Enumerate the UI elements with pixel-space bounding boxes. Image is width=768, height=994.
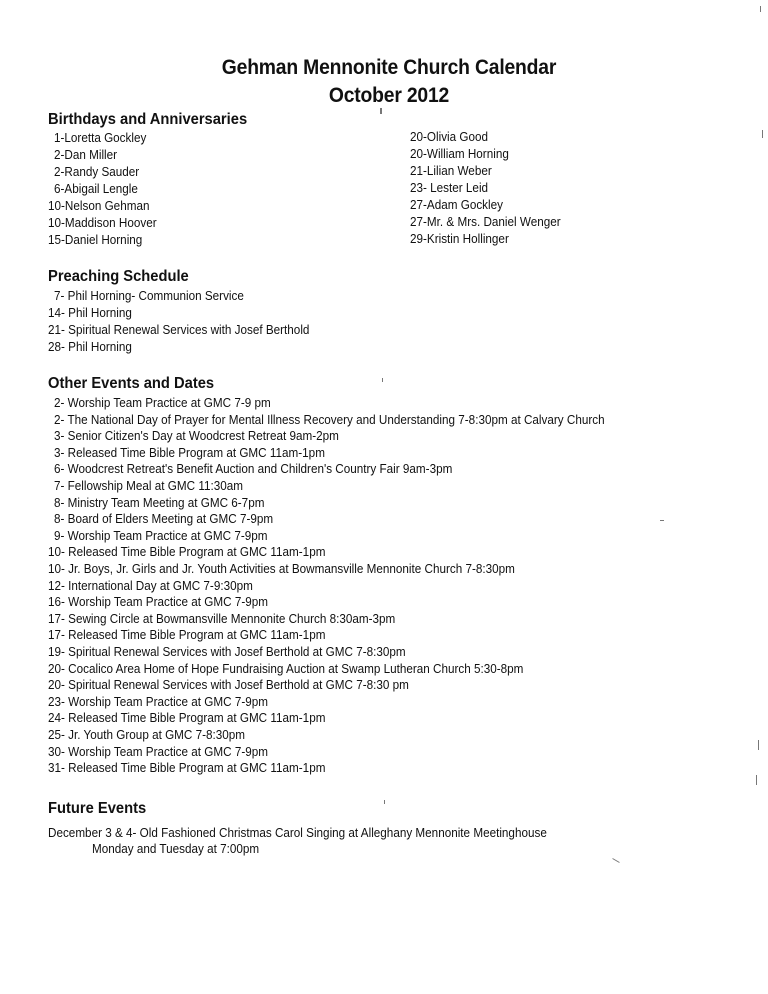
event-item: 20- Spiritual Renewal Services with Josef Berthold at GMC 7-8:30 pm	[48, 677, 409, 693]
event-item: 16- Worship Team Practice at GMC 7-9pm	[48, 594, 268, 610]
scan-speck	[382, 378, 383, 382]
event-item: 10- Jr. Boys, Jr. Girls and Jr. Youth Activities at Bowmansville Mennonite Church 7-8:30pm	[48, 561, 515, 576]
preaching-heading: Preaching Schedule	[48, 268, 189, 285]
page-title: Gehman Mennonite Church Calendar	[221, 56, 557, 79]
event-item: 19- Spiritual Renewal Services with Josef Berthold at GMC 7-8:30pm	[48, 644, 406, 659]
birthday-item: 10-Nelson Gehman	[48, 198, 150, 213]
future-event-time: Monday and Tuesday at 7:00pm	[92, 841, 260, 856]
event-item: 3- Released Time Bible Program at GMC 11am-1pm	[54, 444, 325, 460]
scan-speck	[660, 520, 664, 521]
birthday-item: 27-Mr. & Mrs. Daniel Wenger	[410, 214, 561, 229]
scan-speck	[384, 800, 385, 804]
scan-speck	[612, 858, 619, 863]
birthday-item: 2-Randy Sauder	[54, 164, 140, 179]
event-item: 23- Worship Team Practice at GMC 7-9pm	[48, 693, 268, 709]
scan-speck	[762, 130, 763, 138]
birthday-item: 15-Daniel Horning	[48, 232, 143, 247]
event-item: 20- Cocalico Area Home of Hope Fundraising Auction at Swamp Lutheran Church 5:30-8pm	[48, 660, 524, 676]
event-item: 17- Released Time Bible Program at GMC 11am-1pm	[48, 627, 326, 643]
birthday-item: 6-Abigail Lengle	[54, 181, 138, 196]
page-subtitle: October 2012	[328, 84, 450, 107]
birthdays-heading: Birthdays and Anniversaries	[48, 111, 248, 128]
future-event-line: December 3 & 4- Old Fashioned Christmas Carol Singing at Alleghany Mennonite Meetinghouse	[48, 825, 547, 840]
birthday-item: 20-Olivia Good	[410, 129, 489, 144]
events-heading: Other Events and Dates	[48, 375, 215, 392]
birthday-item: 1-Loretta Gockley	[54, 130, 147, 145]
event-item: 2- The National Day of Prayer for Mental Illness Recovery and Understanding 7-8:30pm at Calvary Church	[54, 411, 605, 427]
birthday-item: 10-Maddison Hoover	[48, 215, 157, 230]
event-item: 24- Released Time Bible Program at GMC 11am-1pm	[48, 710, 326, 726]
preaching-item: 14- Phil Horning	[48, 305, 132, 320]
preaching-item: 28- Phil Horning	[48, 339, 132, 354]
future-events-heading: Future Events	[48, 800, 147, 817]
event-item: 30- Worship Team Practice at GMC 7-9pm	[48, 743, 268, 759]
event-item: 3- Senior Citizen's Day at Woodcrest Retreat 9am-2pm	[54, 428, 339, 444]
event-item: 31- Released Time Bible Program at GMC 11am-1pm	[48, 760, 326, 776]
preaching-item: 7- Phil Horning- Communion Service	[54, 288, 244, 303]
birthday-item: 2-Dan Miller	[54, 147, 118, 162]
event-item: 17- Sewing Circle at Bowmansville Mennonite Church 8:30am-3pm	[48, 610, 396, 626]
scan-speck	[756, 775, 757, 785]
event-item: 9- Worship Team Practice at GMC 7-9pm	[54, 527, 268, 543]
scan-speck	[380, 108, 382, 114]
preaching-item: 21- Spiritual Renewal Services with Josef Berthold	[48, 322, 310, 337]
scan-speck	[760, 6, 761, 12]
event-item: 6- Woodcrest Retreat's Benefit Auction and Children's Country Fair 9am-3pm	[54, 461, 453, 477]
birthday-item: 23- Lester Leid	[410, 180, 489, 195]
event-item: 8- Board of Elders Meeting at GMC 7-9pm	[54, 511, 274, 527]
scan-speck	[758, 740, 759, 750]
birthday-item: 20-William Horning	[410, 146, 509, 161]
birthday-item: 21-Lilian Weber	[410, 163, 492, 178]
event-item: 12- International Day at GMC 7-9:30pm	[48, 577, 253, 593]
event-item: 8- Ministry Team Meeting at GMC 6-7pm	[54, 494, 265, 510]
event-item: 10- Released Time Bible Program at GMC 11am-1pm	[48, 544, 326, 560]
birthday-item: 29-Kristin Hollinger	[410, 231, 509, 246]
event-item: 25- Jr. Youth Group at GMC 7-8:30pm	[48, 727, 246, 742]
birthday-item: 27-Adam Gockley	[410, 197, 503, 212]
event-item: 2- Worship Team Practice at GMC 7-9 pm	[54, 395, 271, 410]
event-item: 7- Fellowship Meal at GMC 11:30am	[54, 478, 244, 493]
